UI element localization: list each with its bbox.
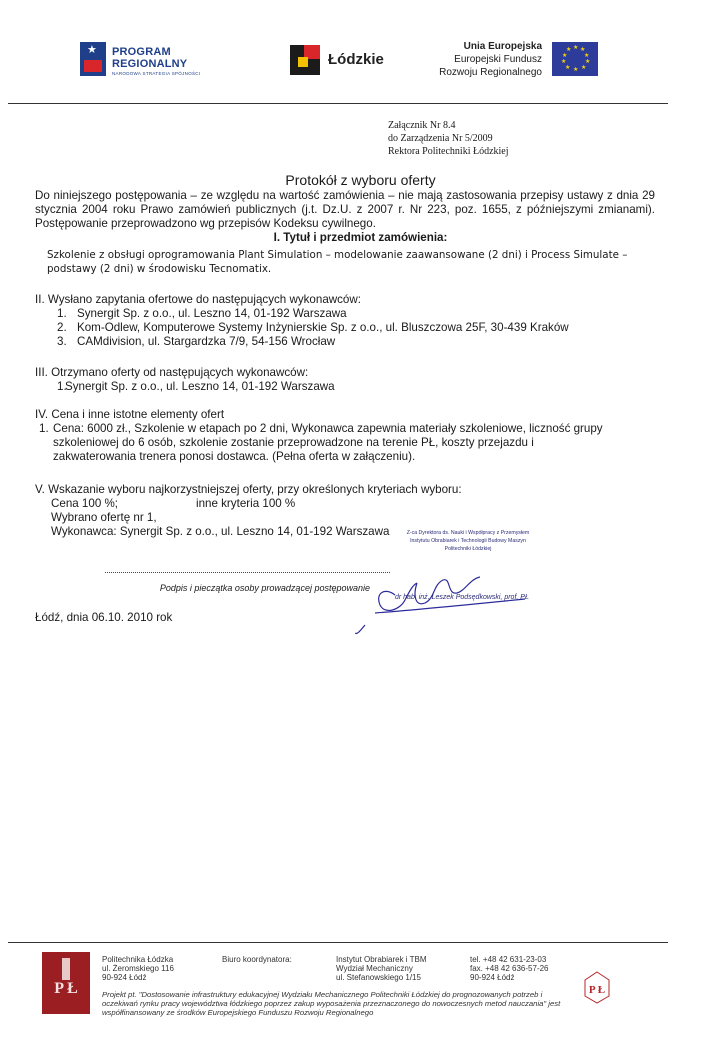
stamp-line3: Politechniki Łódzkiej: [444, 546, 492, 552]
pillar-icon: [62, 958, 70, 980]
criteria-other: inne kryteria 100 %: [196, 497, 296, 510]
date-line: Łódź, dnia 06.10. 2010 rok: [35, 611, 173, 624]
eu-flag-icon: ★ ★ ★ ★ ★ ★ ★ ★ ★ ★: [552, 42, 598, 76]
signature-dotted-line: [105, 572, 390, 573]
footer-university-line3: 90-924 Łódź: [102, 973, 147, 982]
list-item-text: Synergit Sp. z o.o., ul. Leszno 14, 01-192 Warszawa: [77, 307, 347, 320]
eu-line3: Rozwoju Regionalnego: [439, 67, 542, 78]
intro-paragraph: Do niniejszego postępowania – ze względu na wartość zamówienia – nie mają zastosowania przepisy ustawy z dnia 29 stycznia 2004 roku Prawo zamówień publicznych (j.t. Dz.U. z 2007 r. Nr 223, poz. 1655, z późniejszymi zmianami). Postępowanie przeprowadzono wg przepisów Kodeksu cywilnego.: [35, 189, 655, 230]
lodzkie-logo: [290, 45, 410, 77]
section1-heading: I. Tytuł i przedmiot zamówienia:: [273, 231, 448, 244]
criteria-row: [51, 497, 675, 511]
lodzkie-mark-icon: [290, 45, 320, 75]
footer-contact: [470, 955, 580, 982]
section3-list: [57, 380, 675, 394]
list-item: [57, 307, 675, 321]
stamp-line1: Z-ca Dyrektora ds. Nauki i Współpracy z Przemysłem: [406, 530, 530, 536]
list-item-text: Synergit Sp. z o.o., ul. Leszno 14, 01-192 Warszawa: [65, 380, 335, 393]
section4-heading: IV. Cena i inne istotne elementy ofert: [35, 408, 225, 421]
footer-university-line2: ul. Żeromskiego 116: [102, 964, 174, 973]
footer-coordinator-label: Biuro koordynatora:: [222, 955, 292, 964]
section5: [35, 483, 675, 539]
program-regionalny-logo: [80, 40, 240, 80]
section2-list: [57, 307, 675, 349]
list-item: [57, 335, 675, 349]
footer-coordinator: [222, 955, 322, 964]
list-item-number: 3.: [57, 335, 67, 348]
footer-postcode: 90-924 Łódź: [470, 973, 515, 982]
list-item: [57, 321, 675, 335]
program-logo-line2: REGIONALNY: [112, 58, 188, 70]
program-logo-line1: PROGRAM: [112, 46, 171, 58]
footer-institute-line2: Wydział Mechaniczny: [336, 964, 413, 973]
list-item-number: 1.: [57, 307, 67, 320]
section2-heading: II. Wysłano zapytania ofertowe do następujących wykonawców:: [35, 293, 361, 306]
section4-item-number: 1.: [39, 422, 49, 435]
footer-institute-line1: Instytut Obrabiarek i TBM: [336, 955, 427, 964]
annex-note: [388, 119, 588, 158]
document-title: Protokół z wyboru oferty: [285, 172, 436, 188]
section4: [35, 408, 675, 464]
annex-line1: Załącznik Nr 8.4: [388, 120, 456, 131]
signatory-name: dr hab. inż. Leszek Podsędkowski, prof. PŁ: [395, 594, 529, 601]
eu-fund-text: [420, 40, 542, 79]
program-logo-line3: NARODOWA STRATEGIA SPÓJNOŚCI: [112, 71, 201, 76]
footer-phone: tel. +48 42 631-23-03: [470, 955, 547, 964]
section4-item-text: Cena: 6000 zł., Szkolenie w etapach po 2 dni, Wykonawca zapewnia materiały szkoleniowe, liczność grupy szkoleniowej do 6 osób, szkolenie zostanie przeprowadzone na terenie PŁ, koszty przejazdu i zakwaterowania trenera ponosi dostawca. (Pełna oferta w załączeniu).: [53, 422, 603, 463]
list-item-number: 1.: [57, 380, 67, 393]
list-item-text: CAMdivision, ul. Stargardzka 7/9, 54-156 Wrocław: [77, 335, 336, 348]
footer-project-note: Projekt pt. "Dostosowanie infrastruktury edukacyjnej Wydziału Mechanicznego Politechniki Łódzkiej do prognozowanych potrzeb i oczekiwań rynku pracy województwa łódzkiego poprzez zakup wyposażenia przeznaczonego do nowoczesnych metod nauczania" jest współfinansowany ze środków Europejskiego Funduszu Rozwoju Regionalnego: [102, 990, 561, 1017]
footer-fax: fax. +48 42 636-57-26: [470, 964, 549, 973]
eu-line2: Europejski Fundusz: [454, 54, 542, 65]
list-item: [57, 380, 675, 394]
section3-heading: III. Otrzymano oferty od następujących wykonawców:: [35, 366, 309, 379]
small-pl-logo-text: P Ł: [588, 984, 606, 996]
lodzkie-wordmark: Łódzkie: [328, 51, 384, 68]
contractor: Wykonawca: Synergit Sp. z o.o., ul. Leszno 14, 01-192 Warszawa: [51, 525, 390, 538]
section3: [35, 366, 675, 394]
list-item-number: 2.: [57, 321, 67, 334]
section5-heading: V. Wskazanie wyboru najkorzystniejszej oferty, przy określonych kryteriach wyboru:: [35, 483, 462, 496]
criteria-price: Cena 100 %;: [51, 497, 119, 510]
program-regionalny-flag-icon: ★: [80, 42, 106, 76]
politechnika-logo: [42, 952, 90, 1014]
signature-caption: Podpis i pieczątka osoby prowadzącej postępowanie: [159, 583, 370, 593]
footer-institute-line3: ul. Stefanowskiego 1/15: [336, 973, 421, 982]
order-subject: Szkolenie z obsługi oprogramowania Plant Simulation – modelowanie zaawansowane (2 dni) i Process Simulate – podstawy (2 dni) w środowisku Tecnomatix.: [47, 249, 628, 275]
section4-item: [39, 422, 675, 464]
annex-line2: do Zarządzenia Nr 5/2009: [388, 133, 493, 144]
footer-university-line1: Politechnika Łódzka: [102, 955, 174, 964]
list-item-text: Kom-Odlew, Komputerowe Systemy Inżynierskie Sp. z o.o., ul. Bluszczowa 25F, 30-439 Kraków: [77, 321, 569, 334]
chosen-offer: Wybrano ofertę nr 1,: [51, 511, 157, 524]
small-pl-logo: [582, 970, 612, 1004]
politechnika-logo-text: P Ł: [54, 980, 78, 997]
official-stamp: [378, 529, 558, 553]
footer-institute: [336, 955, 461, 982]
annex-line3: Rektora Politechniki Łódzkiej: [388, 146, 509, 157]
stamp-line2: Instytutu Obrabiarek i Technologii Budowy Maszyn: [410, 538, 526, 544]
footer-divider: [8, 942, 668, 943]
section2: [35, 293, 675, 349]
footer-university: [102, 955, 212, 982]
header-divider: [8, 103, 668, 104]
eu-line1: Unia Europejska: [463, 41, 542, 52]
